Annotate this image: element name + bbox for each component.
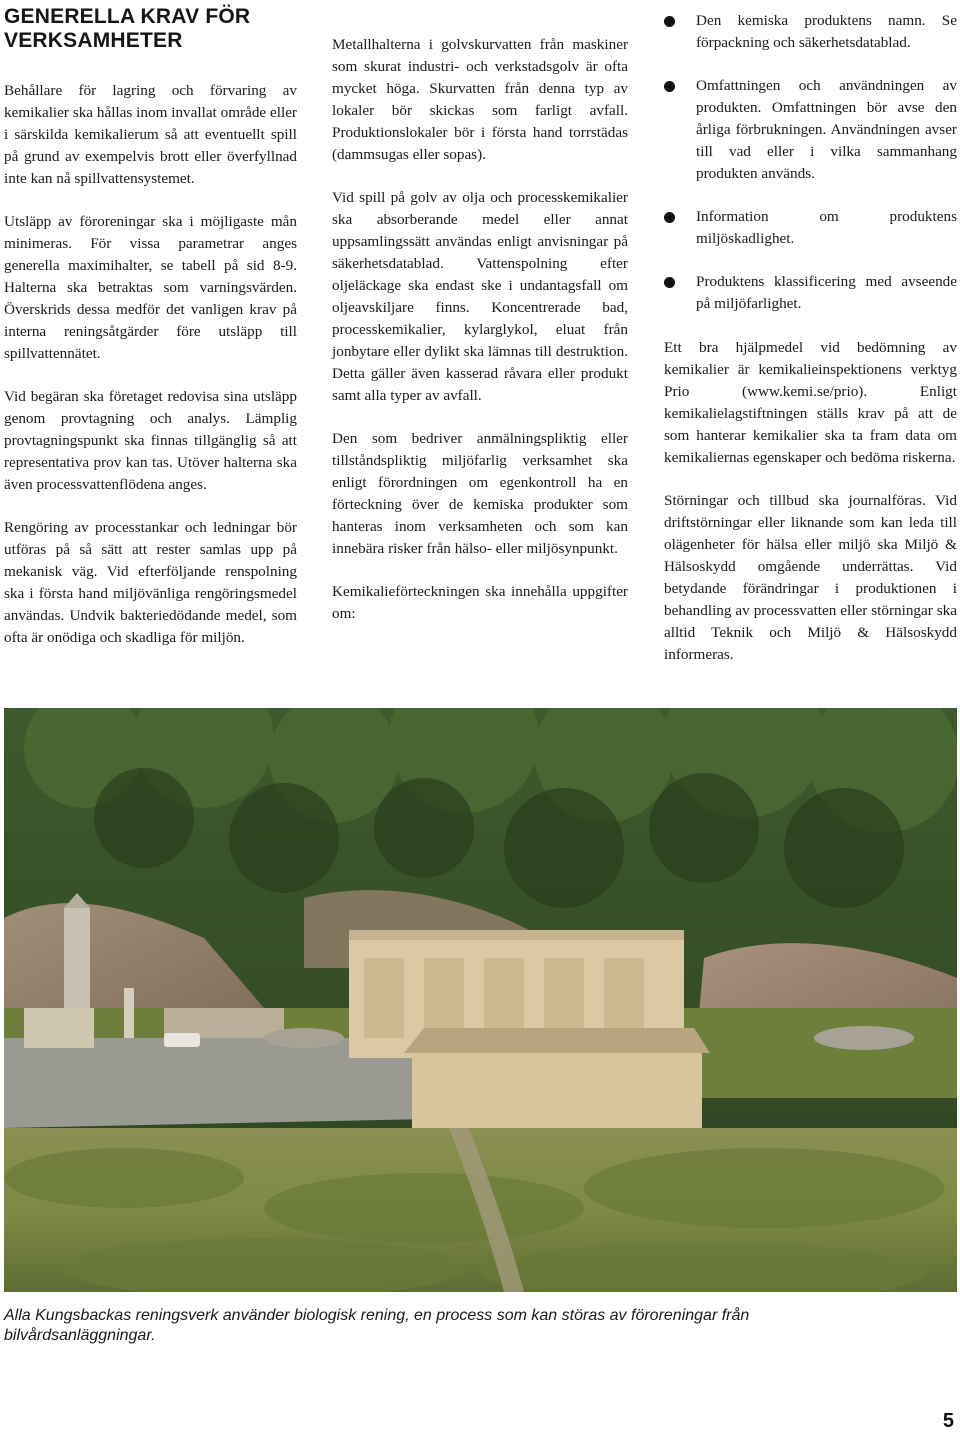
list-item-text: Information om produktens miljöskadlighet. [696,208,957,247]
column-left [4,0,297,670]
paragraph: Störningar och tillbud ska journalföras. Vid driftstörningar eller liknande som kan leda till olägenheter för hälsa eller miljö ska Miljö & Hälsoskydd omgående underrättas. Vid betydande förändringar i produktionen i behandling av processvatten eller störningar ska alltid Teknik och Miljö & Hälsoskydd informeras. [664,492,957,663]
list-item-text: Omfattningen och användningen av produkten. Omfattningen bör avse den årliga förbrukningen. Användningen avser till vad eller i vilka sammanhang produkten används. [696,77,957,182]
paragraph: Den som bedriver anmälningspliktig eller tillståndspliktig miljöfarlig verksamhet ska enligt förordningen om egenkontroll ha en förteckning över de kemiska produkter som hanteras inom verksamheten och som kan innebära risker från hälso- eller miljösynpunkt. [332,430,628,557]
section-heading: GENERELLA KRAV FÖR VERKSAMHETER [4,5,251,52]
list-item [664,75,957,185]
photo-illustration [4,708,957,1292]
list-item [664,271,957,315]
list-item-text: Den kemiska produktens namn. Se förpackning och säkerhetsdatablad. [696,12,957,51]
paragraph: Vid begäran ska företaget redovisa sina utsläpp genom provtagning och analys. Lämplig provtagningspunkt ska finnas tillgänglig så att representativa prov kan tas. Utöver halterna ska även processvattenflödena anges. [4,388,297,493]
bullet-icon [664,277,675,288]
list-item [664,206,957,250]
column-right [664,10,957,687]
paragraph: Utsläpp av föroreningar ska i möjligaste mån minimeras. För vissa parametrar anges generella maximihalter, se tabell på sid 8-9. Halterna ska betraktas som varningsvärden. Överskrids dessa medför det vanligen krav på interna reningsåtgärder före utsläpp till spillvattennätet. [4,213,297,362]
photo-caption: Alla Kungsbackas reningsverk använder biologisk rening, en process som kan störas av föroreningar från bilvårdsanläggningar. [4,1307,750,1344]
paragraph: Rengöring av processtankar och ledningar bör utföras på så sätt att rester samlas upp på mekanisk väg. Vid efterföljande renspolning ska i första hand miljövänliga rengöringsmedel användas. Undvik bakteriedödande medel, som ofta är onödiga och skadliga för miljön. [4,519,297,646]
paragraph: Behållare för lagring och förvaring av kemikalier ska hållas inom invallat område eller i särskilda kemikalierum så att eventuellt spill på grund av exempelvis brott eller överfyllnad inte kan nå spillvattensystemet. [4,82,297,187]
paragraph: Ett bra hjälpmedel vid bedömning av kemikalier är kemikalieinspektionens verktyg Prio (www.kemi.se/prio). Enligt kemikalielagstiftningen ställs krav på att de som hanterar kemikalier ska ta fram data om kemikaliernas egenskaper och bedöma riskerna. [664,339,957,466]
paragraph: Vid spill på golv av olja och processkemikalier ska absorberande medel eller annat uppsamlingssätt användas enligt anvisningar på säkerhetsdatablad. Vattenspolning efter oljeläckage ska endast ske i undantagsfall om oljeavskiljare finns. Koncentrerade bad, processkemikalier, kylarglykol, eluat från jonbytare eller dylikt ska lämnas till destruktion. Detta gäller även kasserad råvara eller produkt samt alla typer av avfall. [332,189,628,404]
paragraph: Kemikalieförteckningen ska innehålla uppgifter om: [332,583,628,622]
paragraph: Metallhalterna i golvskurvatten från maskiner som skurat industri- och verkstadsgolv är ofta mycket höga. Skurvatten från denna typ av lokaler bör skickas som farligt avfall. Produktionslokaler bör i första hand torrstädas (dammsugas eller sopas). [332,36,628,163]
list-item-text: Produktens klassificering med avseende på miljöfarlighet. [696,273,957,312]
bullet-list [664,10,957,315]
bullet-icon [664,16,675,27]
page-number: 5 [942,1410,954,1432]
list-item [664,10,957,54]
column-middle [332,34,628,646]
photo-wastewater-treatment-plant [4,708,957,1292]
bullet-icon [664,212,675,223]
bullet-icon [664,81,675,92]
